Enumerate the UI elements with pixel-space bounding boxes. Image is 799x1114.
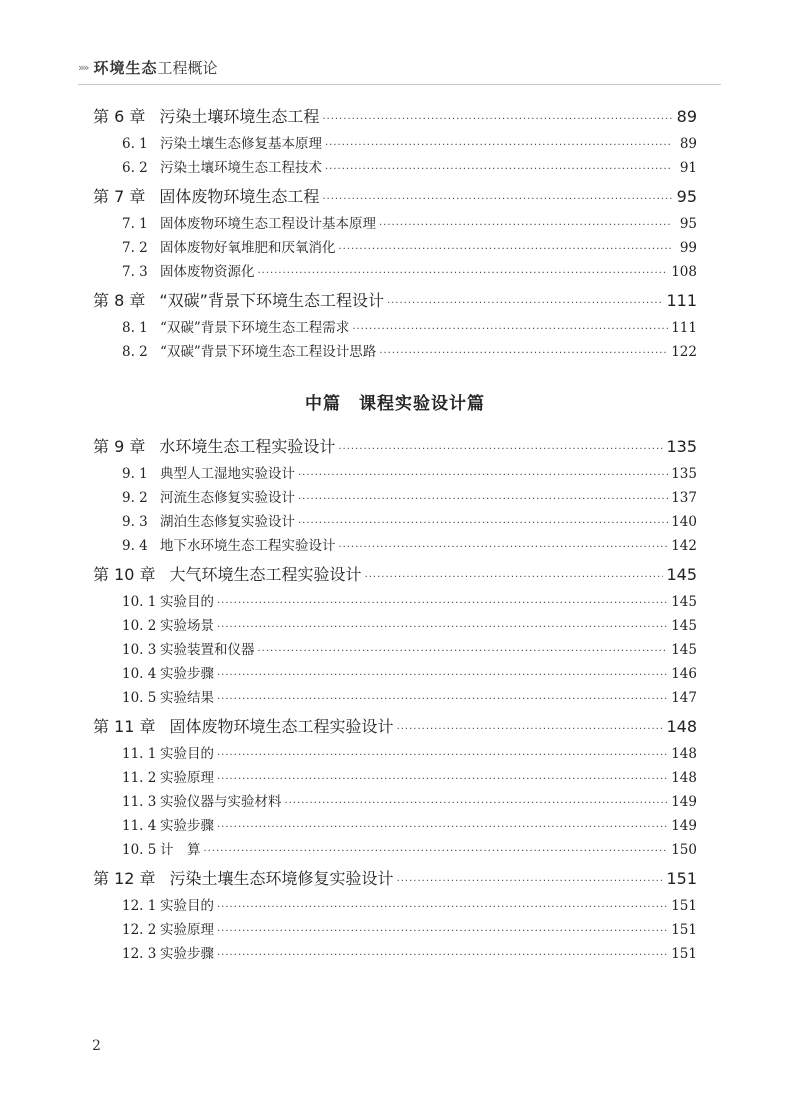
entry-title: 实验步骤 (160, 666, 214, 682)
entry-page-number: 151 (671, 922, 697, 938)
entry-title: 污染土壤环境生态工程 (159, 107, 320, 126)
toc-group-before (93, 102, 697, 364)
entry-title: 固体废物环境生态工程 (159, 187, 320, 206)
part-heading (93, 382, 697, 426)
dot-leader (298, 488, 668, 512)
entry-title: 固体废物环境生态工程设计基本原理 (160, 216, 376, 232)
chevron-right-icon: »» (78, 61, 88, 74)
entry-page-number: 150 (671, 842, 697, 858)
entry-page-number: 89 (679, 136, 697, 152)
entry-number: 8. 2 (122, 344, 148, 360)
entry-page-number: 111 (671, 320, 697, 336)
entry-page-number: 122 (671, 344, 697, 360)
dot-leader (217, 616, 668, 640)
entry-title: 水环境生态工程实验设计 (159, 437, 336, 456)
dot-leader (258, 640, 669, 664)
toc-section-entry[interactable] (93, 838, 697, 862)
entry-number: 第 9 章 (93, 437, 146, 456)
entry-number: 9. 3 (122, 514, 148, 530)
toc-section-entry[interactable] (93, 236, 697, 260)
entry-title: 固体废物环境生态工程实验设计 (169, 717, 394, 736)
entry-title: 污染土壤环境生态工程技术 (160, 160, 322, 176)
entry-number: 6. 1 (122, 136, 148, 152)
toc-section-entry[interactable] (93, 742, 697, 766)
entry-page-number: 95 (676, 187, 697, 206)
dot-leader (217, 744, 668, 768)
entry-number: 第 10 章 (93, 565, 156, 584)
entry-number: 10. 1 (122, 594, 157, 610)
entry-number: 12. 3 (122, 946, 157, 962)
entry-title: 实验仪器与实验材料 (160, 794, 282, 810)
entry-number: 9. 4 (122, 538, 148, 554)
header-rule (78, 84, 721, 85)
entry-title: 污染土壤生态环境修复实验设计 (169, 869, 394, 888)
toc-section-entry[interactable] (93, 316, 697, 340)
toc-chapter-entry[interactable] (93, 864, 697, 894)
entry-title: 实验原理 (160, 770, 214, 786)
toc-section-entry[interactable] (93, 132, 697, 156)
book-title-bold: 环境生态 (93, 59, 158, 77)
entry-number: 8. 1 (122, 320, 148, 336)
entry-title: 实验原理 (160, 922, 214, 938)
entry-title: 实验步骤 (160, 946, 214, 962)
entry-number: 11. 2 (122, 770, 157, 786)
entry-page-number: 148 (666, 717, 697, 736)
toc-section-entry[interactable] (93, 156, 697, 180)
toc-group-after (93, 432, 697, 966)
toc-chapter-entry[interactable] (93, 712, 697, 742)
dot-leader (339, 536, 669, 560)
entry-title: “双碳”背景下环境生态工程设计 (159, 291, 384, 310)
toc-section-entry[interactable] (93, 614, 697, 638)
dot-leader (217, 816, 668, 840)
dot-leader (339, 238, 673, 262)
dot-leader (258, 262, 669, 286)
entry-page-number: 95 (679, 216, 697, 232)
part-title: 课程实验设计篇 (359, 394, 485, 414)
entry-page-number: 145 (671, 642, 697, 658)
running-header (78, 57, 218, 78)
entry-page-number: 148 (671, 746, 697, 762)
entry-number: 9. 1 (122, 466, 148, 482)
toc-chapter-entry[interactable] (93, 432, 697, 462)
entry-number: 10. 4 (122, 666, 157, 682)
entry-title: “双碳”背景下环境生态工程需求 (160, 320, 350, 336)
dot-leader (397, 715, 664, 745)
toc-section-entry[interactable] (93, 486, 697, 510)
entry-title: 实验场景 (160, 618, 214, 634)
toc-section-entry[interactable] (93, 638, 697, 662)
entry-number: 11. 4 (122, 818, 157, 834)
toc-section-entry[interactable] (93, 894, 697, 918)
entry-title: 实验目的 (160, 898, 214, 914)
dot-leader (387, 289, 664, 319)
page-number: 2 (92, 1038, 101, 1054)
entry-page-number: 135 (666, 437, 697, 456)
dot-leader (217, 768, 668, 792)
entry-page-number: 147 (671, 690, 697, 706)
dot-leader (322, 185, 672, 215)
entry-number: 11. 3 (122, 794, 157, 810)
entry-number: 12. 2 (122, 922, 157, 938)
entry-page-number: 91 (679, 160, 697, 176)
dot-leader (217, 592, 668, 616)
entry-number: 7. 3 (122, 264, 148, 280)
entry-page-number: 89 (676, 107, 697, 126)
entry-title: 污染土壤生态修复基本原理 (160, 136, 322, 152)
entry-title: 实验结果 (160, 690, 214, 706)
dot-leader (379, 342, 668, 366)
toc-section-entry[interactable] (93, 942, 697, 966)
dot-leader (217, 896, 668, 920)
dot-leader (338, 435, 663, 465)
dot-leader (397, 867, 664, 897)
toc-chapter-entry[interactable] (93, 182, 697, 212)
toc-section-entry[interactable] (93, 918, 697, 942)
entry-number: 7. 2 (122, 240, 148, 256)
dot-leader (298, 464, 668, 488)
entry-page-number: 140 (671, 514, 697, 530)
toc-section-entry[interactable] (93, 662, 697, 686)
toc-section-entry[interactable] (93, 340, 697, 364)
toc-section-entry[interactable] (93, 790, 697, 814)
entry-title: 大气环境生态工程实验设计 (169, 565, 362, 584)
entry-page-number: 135 (671, 466, 697, 482)
toc-chapter-entry[interactable] (93, 286, 697, 316)
dot-leader (217, 688, 668, 712)
entry-page-number: 137 (671, 490, 697, 506)
entry-page-number: 151 (671, 946, 697, 962)
toc-section-entry[interactable] (93, 686, 697, 710)
entry-title: 实验目的 (160, 594, 214, 610)
toc-section-entry[interactable] (93, 462, 697, 486)
entry-number: 第 11 章 (93, 717, 156, 736)
dot-leader (285, 792, 669, 816)
entry-page-number: 151 (666, 869, 697, 888)
toc-section-entry[interactable] (93, 766, 697, 790)
toc-section-entry[interactable] (93, 590, 697, 614)
entry-title: 固体废物好氧堆肥和厌氧消化 (160, 240, 336, 256)
dot-leader (217, 920, 668, 944)
toc-chapter-entry[interactable] (93, 560, 697, 590)
entry-page-number: 145 (671, 618, 697, 634)
entry-page-number: 145 (671, 594, 697, 610)
dot-leader (379, 214, 672, 238)
toc-section-entry[interactable] (93, 260, 697, 284)
entry-title: 典型人工湿地实验设计 (160, 466, 295, 482)
entry-page-number: 148 (671, 770, 697, 786)
entry-number: 第 7 章 (93, 187, 146, 206)
entry-page-number: 111 (666, 291, 697, 310)
entry-number: 10. 3 (122, 642, 157, 658)
dot-leader (365, 563, 664, 593)
part-name: 中篇 (305, 394, 341, 414)
dot-leader (217, 944, 668, 968)
entry-page-number: 151 (671, 898, 697, 914)
dot-leader (217, 664, 668, 688)
entry-title: 河流生态修复实验设计 (160, 490, 295, 506)
entry-title: 地下水环境生态工程实验设计 (160, 538, 336, 554)
entry-title: 固体废物资源化 (160, 264, 255, 280)
entry-number: 12. 1 (122, 898, 157, 914)
entry-page-number: 149 (671, 794, 697, 810)
entry-page-number: 146 (671, 666, 697, 682)
dot-leader (352, 318, 668, 342)
entry-number: 11. 1 (122, 746, 157, 762)
entry-page-number: 145 (666, 565, 697, 584)
entry-number: 10. 2 (122, 618, 157, 634)
entry-title: 实验步骤 (160, 818, 214, 834)
dot-leader (325, 158, 672, 182)
entry-number: 第 12 章 (93, 869, 156, 888)
entry-number: 7. 1 (122, 216, 148, 232)
entry-title: 实验装置和仪器 (160, 642, 255, 658)
entry-number: 9. 2 (122, 490, 148, 506)
entry-page-number: 142 (671, 538, 697, 554)
dot-leader (325, 134, 672, 158)
entry-page-number: 108 (671, 264, 697, 280)
entry-number: 第 8 章 (93, 291, 146, 310)
entry-number: 10. 5 (122, 690, 157, 706)
entry-number: 第 6 章 (93, 107, 146, 126)
entry-title: “双碳”背景下环境生态工程设计思路 (160, 344, 377, 360)
dot-leader (204, 840, 669, 864)
toc-section-entry[interactable] (93, 534, 697, 558)
entry-page-number: 99 (679, 240, 697, 256)
book-title-rest: 工程概论 (157, 59, 218, 77)
toc-section-entry[interactable] (93, 814, 697, 838)
entry-title: 实验目的 (160, 746, 214, 762)
table-of-contents (93, 100, 697, 966)
entry-number: 6. 2 (122, 160, 148, 176)
entry-title: 计 算 (160, 842, 201, 858)
toc-section-entry[interactable] (93, 212, 697, 236)
entry-number: 10. 5 (122, 842, 157, 858)
entry-title: 湖泊生态修复实验设计 (160, 514, 295, 530)
dot-leader (322, 105, 672, 135)
toc-section-entry[interactable] (93, 510, 697, 534)
entry-page-number: 149 (671, 818, 697, 834)
toc-chapter-entry[interactable] (93, 102, 697, 132)
dot-leader (298, 512, 668, 536)
